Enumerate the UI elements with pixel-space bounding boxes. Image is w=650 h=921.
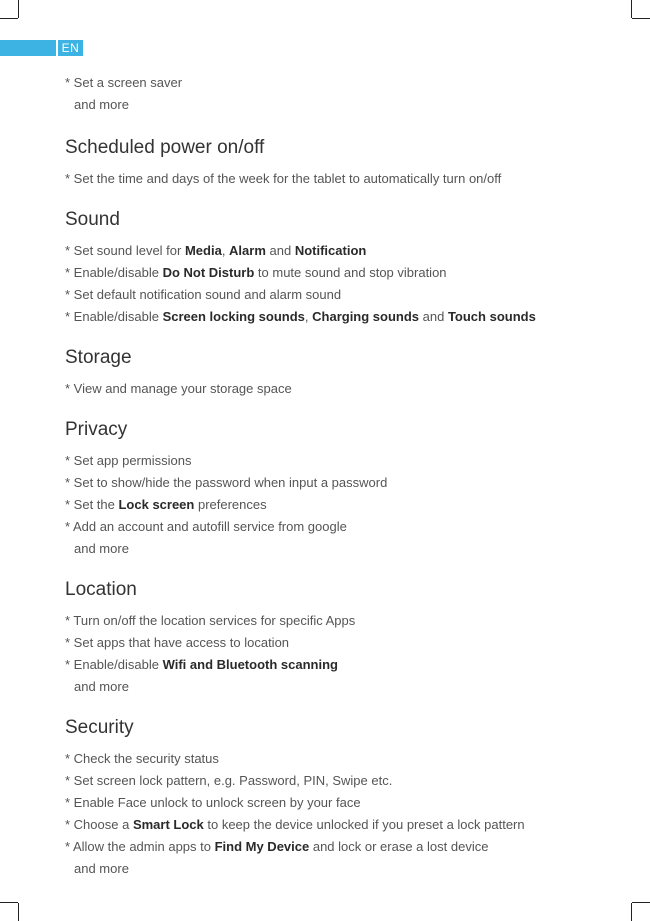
crop-mark-top-right-h	[632, 18, 650, 19]
section-location	[65, 578, 625, 698]
line-text: and	[265, 243, 295, 258]
bullet-item	[65, 472, 625, 494]
bullet-item	[65, 378, 625, 400]
crop-mark-bottom-right-v	[631, 903, 632, 921]
bullet-item	[65, 610, 625, 632]
language-tag: EN	[58, 40, 83, 56]
bullet-item	[65, 450, 625, 472]
line-text: to mute sound and stop vibration	[254, 265, 447, 280]
bullet-item	[65, 748, 625, 770]
line-text: * Enable Face unlock to unlock screen by your face	[65, 795, 361, 810]
bullet-item	[65, 792, 625, 814]
line-text: * Set sound level for	[65, 243, 185, 258]
line-text: * Set the	[65, 497, 119, 512]
line-text: * Enable/disable	[65, 309, 163, 324]
language-strip	[0, 40, 56, 56]
section-scheduled-power-on-off	[65, 136, 625, 190]
line-text: to keep the device unlocked if you preset a lock pattern	[203, 817, 525, 832]
bullet-item	[65, 654, 625, 676]
line-text: * Check the security status	[65, 751, 219, 766]
line-text: preferences	[194, 497, 267, 512]
bullet-item	[65, 516, 625, 538]
bullet-item	[65, 262, 625, 284]
line-text: and	[419, 309, 448, 324]
crop-mark-top-right-v	[631, 0, 632, 18]
and-more-text: and more	[74, 541, 129, 556]
bullet-item	[65, 168, 625, 190]
crop-mark-bottom-left-h	[0, 902, 18, 903]
highlighted-term: Touch sounds	[447, 309, 536, 324]
bullet-item	[65, 814, 625, 836]
section-security	[65, 716, 625, 880]
bullet-item	[65, 770, 625, 792]
line-text: and lock or erase a lost device	[309, 839, 489, 854]
bullet-item	[65, 306, 625, 328]
line-text: * Set to show/hide the password when input a password	[65, 475, 388, 490]
line-text: * Add an account and autofill service from google	[65, 519, 347, 534]
section-privacy	[65, 418, 625, 560]
highlighted-term: Notification	[294, 243, 367, 258]
section-title: Security	[65, 717, 134, 738]
line-text: ,	[304, 309, 313, 324]
line-text: ,	[221, 243, 230, 258]
line-text: * Turn on/off the location services for specific Apps	[65, 613, 356, 628]
crop-mark-top-left-v	[18, 0, 19, 18]
line-text: * Set default notification sound and alarm sound	[65, 287, 342, 302]
highlighted-term: Alarm	[229, 243, 266, 258]
bullet-item	[65, 494, 625, 516]
section-title: Location	[65, 579, 137, 600]
bullet-item	[65, 836, 625, 858]
bullet-item	[65, 632, 625, 654]
highlighted-term: Media	[184, 243, 222, 258]
line-text: * Enable/disable	[65, 265, 163, 280]
section-title: Sound	[65, 209, 120, 230]
intro-continuation	[65, 72, 625, 116]
line-text: * View and manage your storage space	[65, 381, 292, 396]
highlighted-term: Lock screen	[118, 497, 195, 512]
bullet-item	[65, 240, 625, 262]
section-title: Scheduled power on/off	[65, 137, 265, 158]
line-text: * Set app permissions	[65, 453, 192, 468]
highlighted-term: Find My Device	[214, 839, 310, 854]
highlighted-term: Smart Lock	[132, 817, 204, 832]
line-text: * Set the time and days of the week for the tablet to automatically turn on/off	[65, 171, 502, 186]
manual-content	[65, 72, 625, 880]
bullet-item	[65, 284, 625, 306]
bullet-item	[65, 72, 625, 94]
and-more-text: and more	[74, 861, 129, 876]
section-title: Privacy	[65, 419, 128, 440]
highlighted-term: Charging sounds	[312, 309, 420, 324]
crop-mark-bottom-right-h	[632, 902, 650, 903]
line-text: * Set screen lock pattern, e.g. Password, PIN, Swipe etc.	[65, 773, 393, 788]
crop-mark-bottom-left-v	[18, 903, 19, 921]
line-text: * Set a screen saver	[65, 75, 183, 90]
highlighted-term: Wifi and Bluetooth scanning	[162, 657, 338, 672]
and-more-text: and more	[74, 97, 129, 112]
highlighted-term: Do Not Disturb	[162, 265, 255, 280]
line-text: * Enable/disable	[65, 657, 163, 672]
and-more-text: and more	[74, 679, 129, 694]
section-storage	[65, 346, 625, 400]
line-text: * Allow the admin apps to	[65, 839, 215, 854]
section-sound	[65, 208, 625, 328]
line-text: * Set apps that have access to location	[65, 635, 290, 650]
highlighted-term: Screen locking sounds	[162, 309, 305, 324]
line-text: * Choose a	[65, 817, 133, 832]
section-title: Storage	[65, 347, 132, 368]
crop-mark-top-left-h	[0, 18, 18, 19]
